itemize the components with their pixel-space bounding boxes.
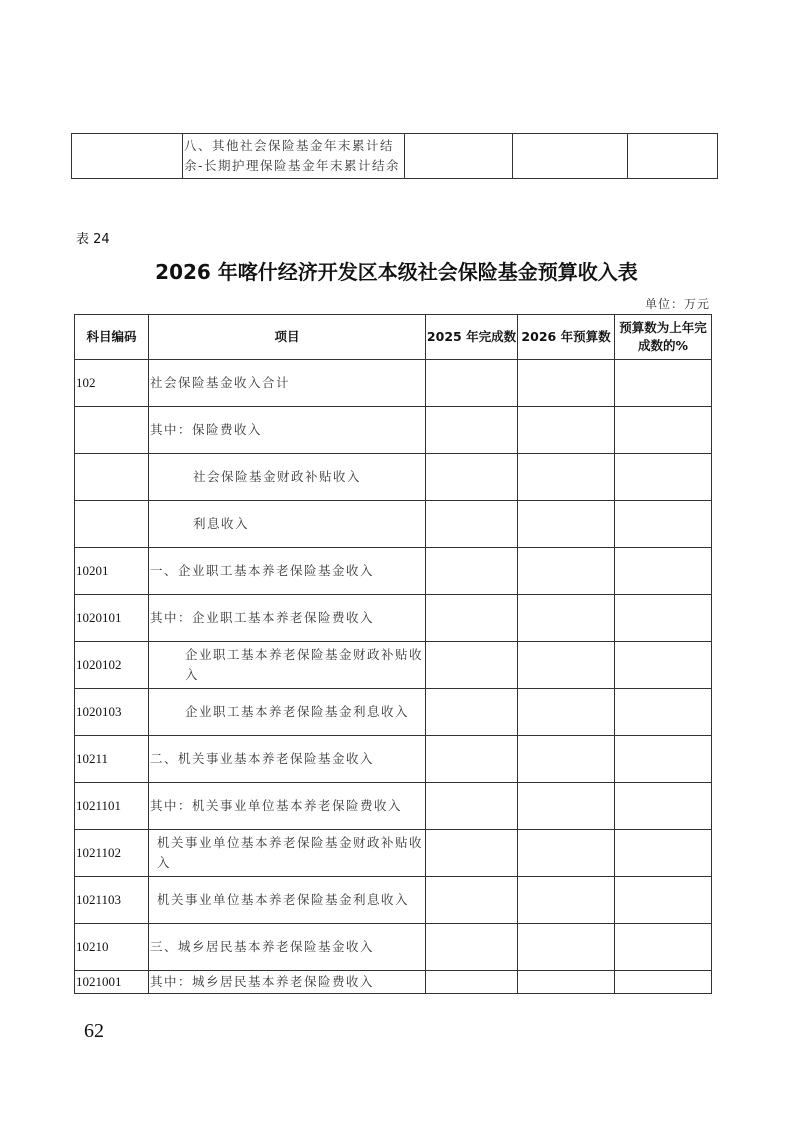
value-2025-cell <box>426 642 518 689</box>
unit-label: 单位：万元 <box>644 297 710 311</box>
value-2026-cell <box>518 877 615 924</box>
value-2026-cell <box>518 595 615 642</box>
value-2025-cell <box>405 134 513 179</box>
table-row <box>72 134 718 179</box>
value-2026-cell <box>518 924 615 971</box>
item-cell: 其中：企业职工基本养老保险费收入 <box>149 595 426 642</box>
table-row <box>75 924 712 971</box>
table-row <box>75 548 712 595</box>
code-cell <box>75 501 149 548</box>
code-cell: 102 <box>75 360 149 407</box>
code-cell: 10211 <box>75 736 149 783</box>
pct-cell <box>615 595 712 642</box>
item-cell: 一、企业职工基本养老保险基金收入 <box>149 548 426 595</box>
pct-cell <box>615 642 712 689</box>
code-cell: 1021102 <box>75 830 149 877</box>
item-cell: 三、城乡居民基本养老保险基金收入 <box>149 924 426 971</box>
value-2026-cell <box>518 454 615 501</box>
table-row <box>75 689 712 736</box>
item-cell: 其中：保险费收入 <box>149 407 426 454</box>
value-2026-cell <box>518 689 615 736</box>
code-cell: 1020101 <box>75 595 149 642</box>
item-cell: 二、机关事业基本养老保险基金收入 <box>149 736 426 783</box>
header-item: 项目 <box>149 315 426 360</box>
pct-cell <box>615 360 712 407</box>
value-2026-cell <box>518 501 615 548</box>
code-cell <box>75 454 149 501</box>
value-2025-cell <box>426 689 518 736</box>
table-row <box>75 407 712 454</box>
value-2025-cell <box>426 924 518 971</box>
income-table <box>74 314 712 994</box>
value-2025-cell <box>426 595 518 642</box>
value-2025-cell <box>426 736 518 783</box>
table-row <box>75 501 712 548</box>
value-2025-cell <box>426 971 518 994</box>
item-cell: 其中：机关事业单位基本养老保险费收入 <box>149 783 426 830</box>
value-2026-cell <box>518 548 615 595</box>
table-row <box>75 877 712 924</box>
item-cell: 社会保险基金收入合计 <box>149 360 426 407</box>
value-2025-cell <box>426 501 518 548</box>
item-cell: 八、其他社会保险基金年末累计结余-长期护理保险基金年末累计结余 <box>183 134 405 179</box>
value-2026-cell <box>518 736 615 783</box>
item-cell: 机关事业单位基本养老保险基金利息收入 <box>149 877 426 924</box>
header-2025: 2025 年完成数 <box>426 315 518 360</box>
item-cell: 机关事业单位基本养老保险基金财政补贴收入 <box>149 830 426 877</box>
table-row <box>75 736 712 783</box>
pct-cell <box>615 830 712 877</box>
table-row <box>75 642 712 689</box>
code-cell <box>75 407 149 454</box>
code-cell: 1021101 <box>75 783 149 830</box>
value-2026-cell <box>518 407 615 454</box>
code-cell: 1020103 <box>75 689 149 736</box>
code-cell: 1021001 <box>75 971 149 994</box>
item-cell: 社会保险基金财政补贴收入 <box>149 454 426 501</box>
pct-cell <box>615 783 712 830</box>
code-cell: 10201 <box>75 548 149 595</box>
value-2025-cell <box>426 783 518 830</box>
value-2025-cell <box>426 830 518 877</box>
code-cell: 10210 <box>75 924 149 971</box>
code-cell: 1020102 <box>75 642 149 689</box>
value-2026-cell <box>518 830 615 877</box>
value-2025-cell <box>426 548 518 595</box>
pct-cell <box>615 924 712 971</box>
table-row <box>75 971 712 994</box>
pct-cell <box>615 454 712 501</box>
pct-cell <box>615 407 712 454</box>
header-pct: 预算数为上年完成数的% <box>615 315 712 360</box>
table-header-row <box>75 315 712 360</box>
code-cell: 1021103 <box>75 877 149 924</box>
pct-cell <box>615 548 712 595</box>
pct-cell <box>615 501 712 548</box>
pct-cell <box>628 134 718 179</box>
header-code: 科目编码 <box>75 315 149 360</box>
pct-cell <box>615 689 712 736</box>
table-row <box>75 783 712 830</box>
value-2025-cell <box>426 407 518 454</box>
item-cell: 利息收入 <box>149 501 426 548</box>
item-cell: 企业职工基本养老保险基金财政补贴收入 <box>149 642 426 689</box>
table-row <box>75 830 712 877</box>
value-2026-cell <box>513 134 628 179</box>
header-2026: 2026 年预算数 <box>518 315 615 360</box>
page-title: 2026 年喀什经济开发区本级社会保险基金预算收入表 <box>155 260 638 284</box>
item-cell: 企业职工基本养老保险基金利息收入 <box>149 689 426 736</box>
code-cell <box>72 134 183 179</box>
value-2026-cell <box>518 783 615 830</box>
value-2026-cell <box>518 971 615 994</box>
pct-cell <box>615 877 712 924</box>
value-2026-cell <box>518 642 615 689</box>
table-row <box>75 595 712 642</box>
page-number: 62 <box>84 1020 104 1042</box>
pct-cell <box>615 971 712 994</box>
item-cell: 其中：城乡居民基本养老保险费收入 <box>149 971 426 994</box>
continued-table <box>71 133 718 179</box>
table-row <box>75 454 712 501</box>
value-2025-cell <box>426 877 518 924</box>
table-row <box>75 360 712 407</box>
pct-cell <box>615 736 712 783</box>
value-2025-cell <box>426 454 518 501</box>
value-2026-cell <box>518 360 615 407</box>
table-label: 表 24 <box>76 232 110 247</box>
value-2025-cell <box>426 360 518 407</box>
